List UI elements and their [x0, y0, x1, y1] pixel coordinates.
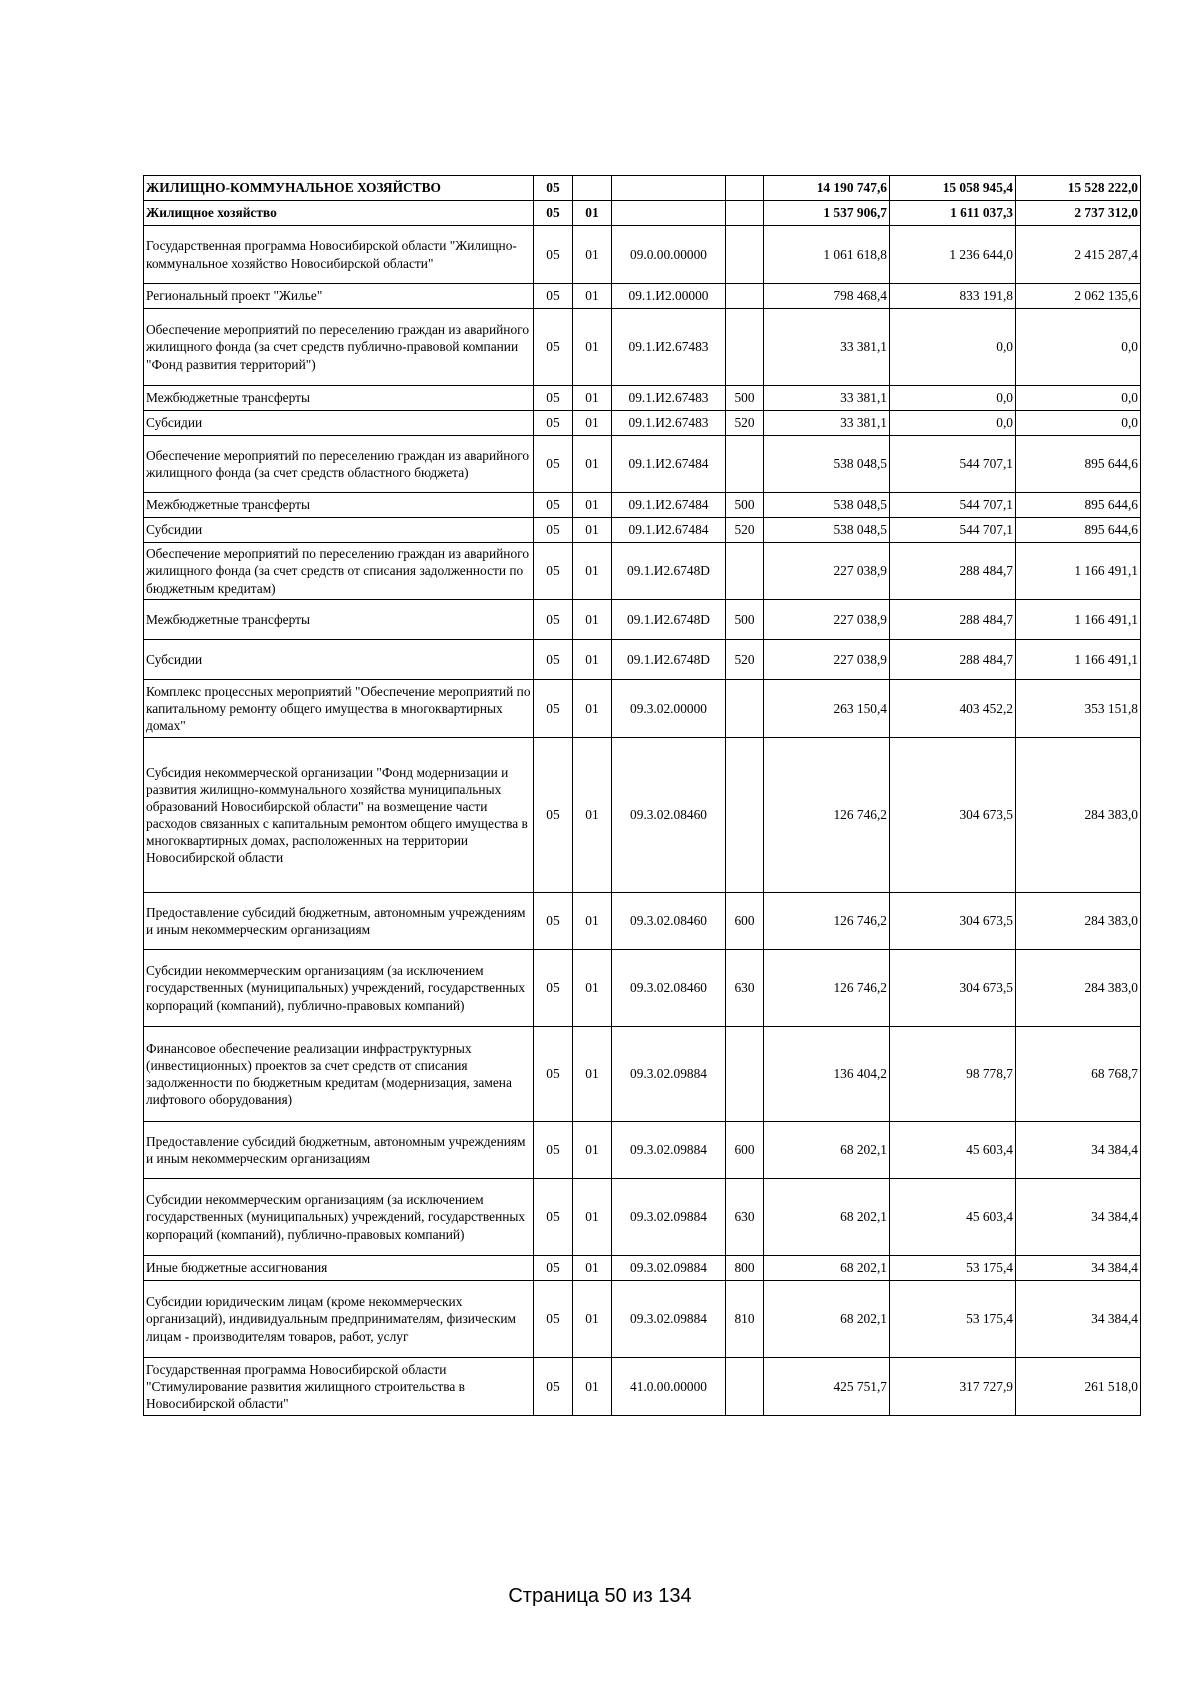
row-name: Обеспечение мероприятий по переселению граждан из аварийного жилищного фонда (за счет средств от списания задолженности по бюджетным кредитам) — [144, 543, 534, 600]
row-name: ЖИЛИЩНО-КОММУНАЛЬНОЕ ХОЗЯЙСТВО — [144, 176, 534, 201]
row-section: 05 — [534, 493, 573, 518]
row-target-code: 09.3.02.09884 — [612, 1122, 726, 1179]
row-section: 05 — [534, 284, 573, 309]
table-row — [144, 518, 1141, 543]
row-section: 05 — [534, 640, 573, 680]
row-subsection: 01 — [573, 1179, 612, 1256]
row-amount-year1: 68 202,1 — [764, 1281, 890, 1358]
row-target-code: 09.0.00.00000 — [612, 226, 726, 284]
row-expense-type: 520 — [726, 411, 764, 436]
row-amount-year2: 53 175,4 — [890, 1256, 1016, 1281]
row-name: Межбюджетные трансферты — [144, 493, 534, 518]
row-amount-year1: 227 038,9 — [764, 600, 890, 640]
row-expense-type — [726, 201, 764, 226]
table-row — [144, 386, 1141, 411]
row-section: 05 — [534, 1358, 573, 1416]
row-name: Обеспечение мероприятий по переселению граждан из аварийного жилищного фонда (за счет средств публично-правовой компании "Фонд развития территорий") — [144, 309, 534, 386]
row-amount-year2: 288 484,7 — [890, 640, 1016, 680]
row-section: 05 — [534, 411, 573, 436]
row-target-code: 41.0.00.00000 — [612, 1358, 726, 1416]
row-name: Иные бюджетные ассигнования — [144, 1256, 534, 1281]
row-subsection: 01 — [573, 640, 612, 680]
row-amount-year1: 136 404,2 — [764, 1027, 890, 1122]
row-section: 05 — [534, 680, 573, 738]
row-subsection: 01 — [573, 950, 612, 1027]
row-target-code: 09.1.И2.67483 — [612, 411, 726, 436]
table-row — [144, 680, 1141, 738]
row-amount-year3: 34 384,4 — [1016, 1281, 1141, 1358]
row-amount-year2: 833 191,8 — [890, 284, 1016, 309]
row-section: 05 — [534, 738, 573, 893]
table-row — [144, 950, 1141, 1027]
row-section: 05 — [534, 1027, 573, 1122]
row-name: Субсидии — [144, 640, 534, 680]
row-expense-type: 800 — [726, 1256, 764, 1281]
row-amount-year1: 798 468,4 — [764, 284, 890, 309]
row-expense-type — [726, 1027, 764, 1122]
table-row — [144, 1122, 1141, 1179]
row-amount-year1: 68 202,1 — [764, 1256, 890, 1281]
row-target-code: 09.3.02.09884 — [612, 1281, 726, 1358]
row-target-code: 09.3.02.09884 — [612, 1179, 726, 1256]
row-section: 05 — [534, 950, 573, 1027]
row-amount-year3: 1 166 491,1 — [1016, 600, 1141, 640]
row-amount-year2: 288 484,7 — [890, 543, 1016, 600]
row-amount-year3: 34 384,4 — [1016, 1179, 1141, 1256]
row-section: 05 — [534, 436, 573, 493]
row-subsection: 01 — [573, 201, 612, 226]
row-amount-year2: 304 673,5 — [890, 950, 1016, 1027]
row-subsection: 01 — [573, 411, 612, 436]
row-amount-year1: 538 048,5 — [764, 436, 890, 493]
row-name: Комплекс процессных мероприятий "Обеспечение мероприятий по капитальному ремонту общего имущества в многоквартирных домах" — [144, 680, 534, 738]
row-section: 05 — [534, 201, 573, 226]
table-row — [144, 600, 1141, 640]
row-amount-year2: 304 673,5 — [890, 738, 1016, 893]
row-amount-year3: 284 383,0 — [1016, 738, 1141, 893]
row-section: 05 — [534, 893, 573, 950]
row-amount-year2: 98 778,7 — [890, 1027, 1016, 1122]
row-amount-year2: 1 236 644,0 — [890, 226, 1016, 284]
row-amount-year2: 317 727,9 — [890, 1358, 1016, 1416]
row-amount-year1: 126 746,2 — [764, 738, 890, 893]
row-subsection: 01 — [573, 680, 612, 738]
row-expense-type: 500 — [726, 493, 764, 518]
row-subsection: 01 — [573, 1281, 612, 1358]
row-subsection: 01 — [573, 309, 612, 386]
row-amount-year1: 68 202,1 — [764, 1122, 890, 1179]
row-amount-year1: 1 537 906,7 — [764, 201, 890, 226]
row-amount-year2: 544 707,1 — [890, 518, 1016, 543]
table-row — [144, 176, 1141, 201]
row-amount-year3: 1 166 491,1 — [1016, 543, 1141, 600]
row-section: 05 — [534, 309, 573, 386]
row-amount-year2: 544 707,1 — [890, 493, 1016, 518]
row-amount-year1: 1 061 618,8 — [764, 226, 890, 284]
row-section: 05 — [534, 518, 573, 543]
row-section: 05 — [534, 543, 573, 600]
row-amount-year3: 34 384,4 — [1016, 1122, 1141, 1179]
row-subsection: 01 — [573, 1256, 612, 1281]
row-amount-year2: 53 175,4 — [890, 1281, 1016, 1358]
row-amount-year2: 304 673,5 — [890, 893, 1016, 950]
row-name: Субсидии юридическим лицам (кроме некоммерческих организаций), индивидуальным предпринимателям, физическим лицам - производителям товаров, работ, услуг — [144, 1281, 534, 1358]
table-row — [144, 738, 1141, 893]
row-target-code: 09.3.02.09884 — [612, 1256, 726, 1281]
row-name: Государственная программа Новосибирской области "Жилищно-коммунальное хозяйство Новосибирской области" — [144, 226, 534, 284]
row-name: Субсидии — [144, 411, 534, 436]
row-target-code: 09.1.И2.6748D — [612, 600, 726, 640]
row-amount-year1: 126 746,2 — [764, 893, 890, 950]
row-name: Субсидии некоммерческим организациям (за исключением государственных (муниципальных) учреждений, государственных корпораций (компаний), публично-правовых компаний) — [144, 1179, 534, 1256]
row-amount-year1: 538 048,5 — [764, 493, 890, 518]
row-subsection: 01 — [573, 738, 612, 893]
row-amount-year2: 45 603,4 — [890, 1122, 1016, 1179]
row-amount-year3: 1 166 491,1 — [1016, 640, 1141, 680]
row-amount-year2: 45 603,4 — [890, 1179, 1016, 1256]
row-subsection: 01 — [573, 543, 612, 600]
row-expense-type — [726, 1358, 764, 1416]
row-expense-type: 600 — [726, 1122, 764, 1179]
row-target-code: 09.3.02.00000 — [612, 680, 726, 738]
row-amount-year1: 425 751,7 — [764, 1358, 890, 1416]
table-row — [144, 1256, 1141, 1281]
row-amount-year3: 0,0 — [1016, 386, 1141, 411]
row-target-code: 09.1.И2.6748D — [612, 543, 726, 600]
row-target-code: 09.1.И2.67484 — [612, 518, 726, 543]
table-row — [144, 1281, 1141, 1358]
row-section: 05 — [534, 386, 573, 411]
row-name: Региональный проект "Жилье" — [144, 284, 534, 309]
row-amount-year3: 0,0 — [1016, 309, 1141, 386]
row-expense-type — [726, 680, 764, 738]
row-name: Предоставление субсидий бюджетным, автономным учреждениям и иным некоммерческим организациям — [144, 893, 534, 950]
row-expense-type — [726, 226, 764, 284]
row-subsection: 01 — [573, 436, 612, 493]
row-expense-type: 630 — [726, 1179, 764, 1256]
row-amount-year1: 14 190 747,6 — [764, 176, 890, 201]
row-amount-year3: 68 768,7 — [1016, 1027, 1141, 1122]
row-target-code — [612, 201, 726, 226]
row-name: Межбюджетные трансферты — [144, 600, 534, 640]
table-row — [144, 1179, 1141, 1256]
page-number: Страница 50 из 134 — [508, 1585, 692, 1607]
row-expense-type: 600 — [726, 893, 764, 950]
row-amount-year3: 895 644,6 — [1016, 518, 1141, 543]
row-amount-year2: 0,0 — [890, 309, 1016, 386]
row-section: 05 — [534, 1122, 573, 1179]
table-row — [144, 201, 1141, 226]
row-name: Субсидии некоммерческим организациям (за исключением государственных (муниципальных) учреждений, государственных корпораций (компаний), публично-правовых компаний) — [144, 950, 534, 1027]
row-amount-year3: 2 737 312,0 — [1016, 201, 1141, 226]
row-target-code: 09.1.И2.00000 — [612, 284, 726, 309]
row-amount-year2: 1 611 037,3 — [890, 201, 1016, 226]
row-name: Субсидия некоммерческой организации "Фонд модернизации и развития жилищно-коммунального хозяйства муниципальных образований Новосибирской области" на возмещение части расходов связанных с капитальным ремонтом общего имущества в многоквартирных домах, расположенных на территории Новосибирской области — [144, 738, 534, 893]
table-body — [144, 176, 1141, 1416]
row-expense-type: 500 — [726, 600, 764, 640]
row-target-code: 09.3.02.08460 — [612, 738, 726, 893]
row-expense-type — [726, 309, 764, 386]
row-section: 05 — [534, 226, 573, 284]
row-target-code: 09.1.И2.67484 — [612, 436, 726, 493]
table-row — [144, 543, 1141, 600]
row-amount-year2: 15 058 945,4 — [890, 176, 1016, 201]
table-row — [144, 411, 1141, 436]
row-amount-year3: 34 384,4 — [1016, 1256, 1141, 1281]
row-subsection: 01 — [573, 1358, 612, 1416]
row-target-code: 09.3.02.08460 — [612, 950, 726, 1027]
row-amount-year2: 288 484,7 — [890, 600, 1016, 640]
row-amount-year1: 126 746,2 — [764, 950, 890, 1027]
row-amount-year2: 0,0 — [890, 411, 1016, 436]
row-name: Государственная программа Новосибирской области "Стимулирование развития жилищного строительства в Новосибирской области" — [144, 1358, 534, 1416]
row-subsection: 01 — [573, 284, 612, 309]
row-amount-year1: 68 202,1 — [764, 1179, 890, 1256]
row-target-code: 09.3.02.08460 — [612, 893, 726, 950]
row-amount-year3: 895 644,6 — [1016, 493, 1141, 518]
table-row — [144, 436, 1141, 493]
row-subsection: 01 — [573, 600, 612, 640]
row-amount-year3: 284 383,0 — [1016, 893, 1141, 950]
table-row — [144, 1027, 1141, 1122]
row-section: 05 — [534, 1256, 573, 1281]
row-amount-year1: 263 150,4 — [764, 680, 890, 738]
row-amount-year3: 2 415 287,4 — [1016, 226, 1141, 284]
row-target-code: 09.3.02.09884 — [612, 1027, 726, 1122]
row-amount-year1: 227 038,9 — [764, 640, 890, 680]
row-amount-year3: 15 528 222,0 — [1016, 176, 1141, 201]
row-section: 05 — [534, 1179, 573, 1256]
table-row — [144, 309, 1141, 386]
row-target-code: 09.1.И2.6748D — [612, 640, 726, 680]
row-target-code: 09.1.И2.67484 — [612, 493, 726, 518]
table-row — [144, 284, 1141, 309]
row-amount-year3: 895 644,6 — [1016, 436, 1141, 493]
table-row — [144, 640, 1141, 680]
row-expense-type: 810 — [726, 1281, 764, 1358]
row-amount-year3: 353 151,8 — [1016, 680, 1141, 738]
row-amount-year2: 403 452,2 — [890, 680, 1016, 738]
row-name: Предоставление субсидий бюджетным, автономным учреждениям и иным некоммерческим организациям — [144, 1122, 534, 1179]
row-expense-type — [726, 284, 764, 309]
table-row — [144, 226, 1141, 284]
row-subsection: 01 — [573, 493, 612, 518]
row-expense-type: 520 — [726, 518, 764, 543]
row-name: Субсидии — [144, 518, 534, 543]
row-expense-type: 500 — [726, 386, 764, 411]
row-name: Финансовое обеспечение реализации инфраструктурных (инвестиционных) проектов за счет средств от списания задолженности по бюджетным кредитам (модернизация, замена лифтового оборудования) — [144, 1027, 534, 1122]
row-expense-type: 630 — [726, 950, 764, 1027]
row-expense-type — [726, 738, 764, 893]
row-subsection: 01 — [573, 386, 612, 411]
row-expense-type — [726, 176, 764, 201]
row-target-code: 09.1.И2.67483 — [612, 386, 726, 411]
row-target-code — [612, 176, 726, 201]
table-row — [144, 493, 1141, 518]
row-amount-year1: 227 038,9 — [764, 543, 890, 600]
row-section: 05 — [534, 600, 573, 640]
row-amount-year2: 0,0 — [890, 386, 1016, 411]
row-subsection: 01 — [573, 226, 612, 284]
row-subsection: 01 — [573, 518, 612, 543]
row-target-code: 09.1.И2.67483 — [612, 309, 726, 386]
budget-table — [143, 175, 1141, 1416]
row-subsection: 01 — [573, 1122, 612, 1179]
row-amount-year1: 33 381,1 — [764, 309, 890, 386]
row-amount-year1: 33 381,1 — [764, 411, 890, 436]
row-amount-year1: 538 048,5 — [764, 518, 890, 543]
row-expense-type — [726, 436, 764, 493]
row-amount-year2: 544 707,1 — [890, 436, 1016, 493]
row-subsection — [573, 176, 612, 201]
row-amount-year3: 261 518,0 — [1016, 1358, 1141, 1416]
row-subsection: 01 — [573, 893, 612, 950]
row-amount-year3: 284 383,0 — [1016, 950, 1141, 1027]
row-subsection: 01 — [573, 1027, 612, 1122]
table-row — [144, 893, 1141, 950]
row-name: Обеспечение мероприятий по переселению граждан из аварийного жилищного фонда (за счет средств областного бюджета) — [144, 436, 534, 493]
row-name: Жилищное хозяйство — [144, 201, 534, 226]
row-section: 05 — [534, 1281, 573, 1358]
row-section: 05 — [534, 176, 573, 201]
row-expense-type: 520 — [726, 640, 764, 680]
row-name: Межбюджетные трансферты — [144, 386, 534, 411]
row-amount-year3: 0,0 — [1016, 411, 1141, 436]
row-expense-type — [726, 543, 764, 600]
row-amount-year1: 33 381,1 — [764, 386, 890, 411]
table-row — [144, 1358, 1141, 1416]
row-amount-year3: 2 062 135,6 — [1016, 284, 1141, 309]
